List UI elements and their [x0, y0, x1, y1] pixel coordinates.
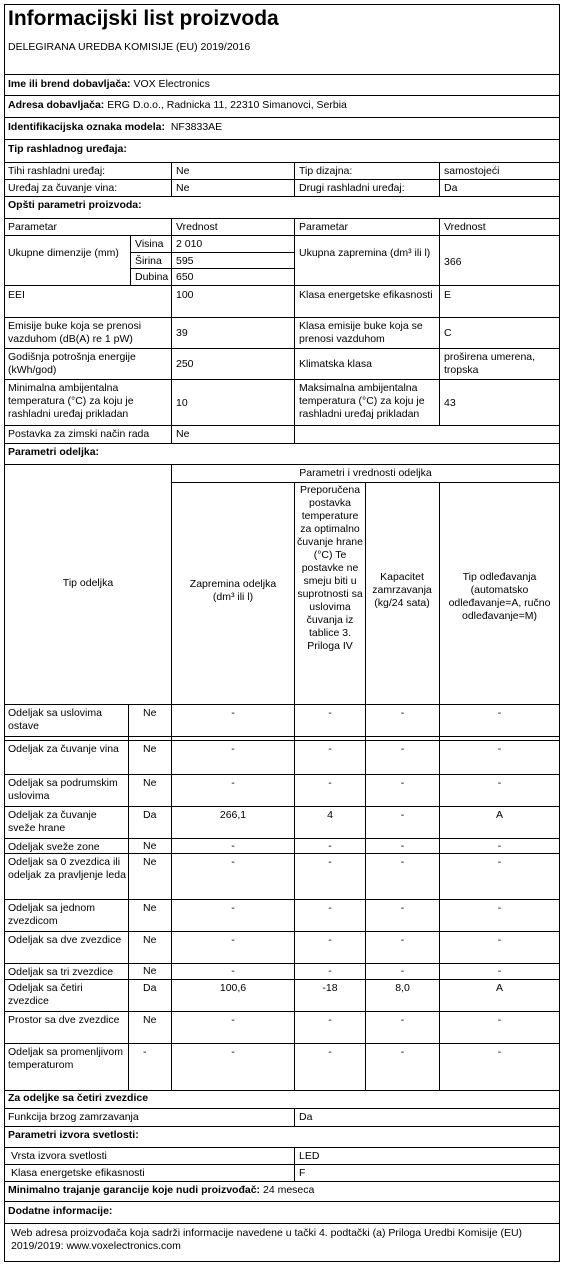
divider — [4, 899, 560, 900]
compartment-freeze: - — [400, 840, 405, 852]
compartment-temp: - — [328, 934, 332, 946]
divider — [365, 482, 366, 1090]
additional-info-heading: Dodatne informacije: — [8, 1205, 113, 1217]
light-class-label: Klasa energetske efikasnosti — [11, 1167, 145, 1179]
param-column-header: Parametar — [299, 221, 349, 233]
compartment-present: Da — [143, 982, 157, 994]
compartment-temp: - — [328, 707, 332, 719]
divider — [294, 162, 295, 196]
compartment-defrost: - — [497, 965, 502, 977]
divider — [128, 704, 129, 1090]
compartment-freeze: - — [400, 965, 405, 977]
compartment-volume: - — [231, 965, 235, 977]
compartment-freeze: - — [400, 902, 405, 914]
light-class-value: F — [299, 1167, 306, 1179]
supplier-address-row — [8, 99, 347, 112]
supplier-name-label: Ime ili brend dobavljača: — [8, 78, 131, 90]
frame-bottom-border — [4, 1261, 560, 1262]
compartment-temp: - — [328, 1046, 332, 1058]
divider — [4, 1147, 560, 1148]
compartment-defrost: - — [497, 902, 502, 914]
divider — [4, 74, 560, 75]
compartment-freeze: - — [400, 809, 405, 821]
light-type-value: LED — [299, 1150, 320, 1162]
divider — [130, 235, 131, 285]
warranty-row — [8, 1184, 314, 1197]
supplier-name-value: VOX Electronics — [133, 78, 210, 90]
compartment-name: Odeljak sa tri zvezdice — [8, 966, 114, 978]
compartment-defrost: - — [497, 1014, 502, 1026]
divider — [4, 838, 560, 839]
divider — [4, 1201, 560, 1202]
compartment-freeze: 8,0 — [395, 982, 410, 994]
divider — [4, 348, 560, 349]
climate-class-value: proširena umerena, tropska — [444, 351, 536, 376]
compartment-volume: - — [231, 902, 235, 914]
width-label: Širina — [135, 255, 162, 267]
noise-emission-label: Emisije buke koja se prenosi vazduhom (dB(A) re 1 pW) — [8, 320, 142, 345]
frame-top-border — [4, 4, 560, 5]
compartment-freeze: - — [400, 856, 405, 868]
divider — [4, 1108, 560, 1109]
compartment-temp: - — [328, 777, 332, 789]
depth-label: Dubina — [135, 271, 169, 283]
compartment-freeze: - — [400, 1014, 405, 1026]
compartment-volume: - — [231, 840, 235, 852]
design-type-label: Tip dizajna: — [299, 165, 353, 177]
fast-freeze-value: Da — [299, 1111, 313, 1123]
fast-freeze-label: Funkcija brzog zamrzavanja — [8, 1111, 139, 1123]
document-title: Informacijski list proizvoda — [8, 7, 279, 30]
model-id-row — [8, 121, 222, 134]
compartment-volume: - — [231, 1014, 235, 1026]
model-id-value: NF3833AE — [170, 121, 223, 133]
supplier-name-row — [8, 78, 210, 91]
warranty-value: 24 meseca — [262, 1184, 315, 1196]
compartment-defrost: - — [497, 1046, 502, 1058]
divider — [4, 740, 560, 741]
divider — [4, 464, 560, 465]
divider — [4, 1181, 560, 1182]
compartment-name: Odeljak sa podrumskim uslovima — [8, 777, 118, 802]
compartment-name: Odeljak za čuvanje vina — [8, 743, 119, 755]
compartment-present: Ne — [143, 856, 157, 868]
compartment-name: Odeljak sa jednom zvezdicom — [8, 902, 95, 927]
compartment-volume: - — [231, 856, 235, 868]
divider — [439, 218, 440, 425]
divider — [171, 218, 172, 443]
compartment-freeze: - — [400, 743, 405, 755]
divider — [294, 218, 295, 443]
defrost-type-header: Tip odleđavanja (automatsko odleđavanje=A, ručno odleđavanje=M) — [448, 571, 551, 622]
quiet-appliance-label: Tihi rashladni uređaj: — [8, 165, 106, 177]
climate-class-label: Klimatska klasa — [299, 358, 372, 370]
depth-value: 650 — [176, 271, 194, 283]
param-column-header: Parametar — [8, 221, 58, 233]
max-ambient-temp-value: 43 — [444, 397, 456, 409]
divider — [439, 162, 440, 196]
compartment-present: Ne — [143, 1014, 157, 1026]
compartment-volume-header: Zapremina odeljka (dm³ ili l) — [189, 578, 277, 603]
supplier-address-value: ERG D.o.o., Radnicka 11, 22310 Simanovci, Serbia — [107, 99, 347, 111]
light-type-label: Vrsta izvora svetlosti — [11, 1150, 107, 1162]
compartment-name: Prostor sa dve zvezdice — [8, 1014, 120, 1026]
compartment-group-header: Parametri i vrednosti odeljka — [299, 467, 432, 479]
compartment-defrost: - — [497, 743, 502, 755]
min-ambient-temp-label: Minimalna ambijentalna temperatura (°C) za koju je rashladni uređaj prikladan — [8, 382, 134, 420]
compartment-volume: 266,1 — [219, 809, 247, 821]
min-ambient-temp-value: 10 — [176, 397, 188, 409]
noise-class-value: C — [444, 327, 452, 339]
compartment-temp: - — [328, 840, 332, 852]
compartment-defrost: A — [495, 809, 503, 821]
divider — [4, 218, 560, 219]
compartment-volume: - — [231, 707, 235, 719]
compartment-freeze: - — [400, 777, 405, 789]
compartment-defrost: - — [497, 777, 502, 789]
divider — [4, 963, 560, 964]
light-source-heading: Parametri izvora svetlosti: — [8, 1129, 139, 1141]
total-volume-label: Ukupna zapremina (dm³ ili l) — [299, 247, 431, 259]
frame-right-border — [559, 4, 560, 1262]
compartment-temp: 4 — [327, 809, 333, 821]
compartment-volume: - — [231, 777, 235, 789]
noise-emission-value: 39 — [176, 327, 188, 339]
quiet-appliance-value: Ne — [176, 165, 190, 177]
height-value: 2 010 — [176, 238, 203, 250]
compartment-temp: - — [328, 743, 332, 755]
divider — [4, 736, 560, 737]
compartment-present: Ne — [143, 707, 157, 719]
additional-info-text: Web adresa proizvođača koja sadrži informacije navedene u tački 4. podtački (a) Priloga Uredbi Komisije (EU) 2019/2019: www.voxelectronics.com — [11, 1227, 523, 1252]
wine-storage-value: Ne — [176, 182, 190, 194]
divider — [4, 117, 560, 118]
divider — [4, 806, 560, 807]
dimensions-label: Ukupne dimenzije (mm) — [8, 247, 119, 259]
warranty-label: Minimalno trajanje garancije koje nudi proizvođač: — [8, 1184, 261, 1196]
compartment-type-header: Tip odeljka — [62, 577, 114, 589]
noise-class-label: Klasa emisije buke koja se prenosi vazduhom — [299, 320, 423, 345]
divider — [4, 1223, 560, 1224]
compartment-defrost: - — [497, 707, 502, 719]
divider — [4, 179, 560, 180]
divider — [4, 235, 560, 236]
general-params-heading: Opšti parametri proizvoda: — [8, 199, 142, 211]
recommended-temp-header: Preporučena postavka temperature za optimalno čuvanje hrane (°C) Te postavke ne smeju biti u suprotnosti sa uslovima čuvanja iz tablice 3. Priloga IV — [297, 484, 363, 652]
divider — [4, 443, 560, 444]
supplier-address-label: Adresa dobavljača: — [8, 99, 105, 111]
divider — [4, 425, 560, 426]
compartment-present: Ne — [143, 934, 157, 946]
divider — [171, 464, 172, 1090]
value-column-header: Vrednost — [176, 221, 218, 233]
document-subtitle: DELEGIRANA UREDBA KOMISIJE (EU) 2019/2016 — [8, 41, 251, 53]
compartment-temp: - — [328, 902, 332, 914]
compartment-temp: -18 — [322, 982, 338, 994]
compartment-name: Odeljak sveže zone — [8, 841, 100, 853]
annual-energy-value: 250 — [176, 358, 194, 370]
divider — [4, 196, 560, 197]
energy-class-value: E — [444, 289, 452, 301]
divider — [4, 1090, 560, 1091]
divider — [130, 252, 294, 253]
model-id-label: Identifikacijska oznaka modela: — [8, 121, 165, 133]
divider — [294, 1108, 295, 1126]
energy-class-label: Klasa energetske efikasnosti — [299, 289, 433, 301]
divider — [4, 931, 560, 932]
winter-mode-label: Postavka za zimski način rada — [8, 428, 150, 440]
compartment-present: Da — [143, 809, 157, 821]
compartment-present: - — [143, 1046, 147, 1058]
compartment-name: Odeljak sa četiri zvezdice — [8, 982, 83, 1007]
divider — [4, 1164, 560, 1165]
frame-left-border — [4, 4, 5, 1262]
compartment-name: Odeljak za čuvanje sveže hrane — [8, 809, 97, 834]
compartment-temp: - — [328, 965, 332, 977]
divider — [439, 482, 440, 1090]
compartment-name: Odeljak sa promenljivom temperaturom — [8, 1046, 123, 1071]
other-appliance-value: Da — [444, 182, 458, 194]
divider — [294, 1147, 295, 1181]
divider — [4, 704, 560, 705]
divider — [4, 317, 560, 318]
compartment-temp: - — [328, 856, 332, 868]
appliance-type-heading: Tip rashladnog uređaja: — [8, 143, 127, 155]
compartment-freeze: - — [400, 934, 405, 946]
compartment-volume: - — [231, 934, 235, 946]
other-appliance-label: Drugi rashladni uređaj: — [299, 182, 405, 194]
divider — [4, 1043, 560, 1044]
freezing-capacity-header: Kapacitet zamrzavanja (kg/24 sata) — [372, 571, 432, 609]
max-ambient-temp-label: Maksimalna ambijentalna temperatura (°C) za koju je rashladni uređaj prikladan — [299, 382, 425, 420]
divider — [4, 162, 560, 163]
eei-value: 100 — [176, 289, 194, 301]
design-type-value: samostojeći — [444, 165, 500, 177]
height-label: Visina — [135, 238, 164, 250]
compartment-defrost: - — [497, 934, 502, 946]
divider — [4, 95, 560, 96]
compartment-present: Ne — [143, 840, 157, 852]
divider — [171, 162, 172, 196]
total-volume-value: 366 — [444, 256, 462, 268]
compartment-volume: - — [231, 1046, 235, 1058]
divider — [4, 285, 560, 286]
wine-storage-label: Uređaj za čuvanje vina: — [8, 182, 118, 194]
compartment-volume: - — [231, 743, 235, 755]
compartment-present: Ne — [143, 743, 157, 755]
divider — [294, 482, 295, 1090]
compartment-name: Odeljak sa uslovima ostave — [8, 707, 102, 732]
compartment-present: Ne — [143, 777, 157, 789]
divider — [4, 139, 560, 140]
compartment-params-heading: Parametri odeljka: — [8, 446, 100, 458]
divider — [4, 1011, 560, 1012]
compartment-name: Odeljak sa 0 zvezdica ili odeljak za pravljenje leda — [8, 856, 126, 881]
compartment-defrost: - — [497, 840, 502, 852]
divider — [130, 268, 294, 269]
compartment-name: Odeljak sa dve zvezdice — [8, 934, 122, 946]
divider — [4, 774, 560, 775]
compartment-temp: - — [328, 1014, 332, 1026]
compartment-present: Ne — [143, 965, 157, 977]
four-star-heading: Za odeljke sa četiri zvezdice — [8, 1092, 149, 1104]
compartment-volume: 100,6 — [219, 982, 247, 994]
winter-mode-value: Ne — [176, 428, 190, 440]
divider — [4, 379, 560, 380]
divider — [4, 1126, 560, 1127]
compartment-freeze: - — [400, 707, 405, 719]
value-column-header: Vrednost — [444, 221, 486, 233]
compartment-defrost: A — [495, 982, 503, 994]
compartment-present: Ne — [143, 902, 157, 914]
annual-energy-label: Godišnja potrošnja energije (kWh/god) — [8, 351, 136, 376]
width-value: 595 — [176, 255, 194, 267]
eei-label: EEI — [8, 289, 25, 301]
compartment-freeze: - — [400, 1046, 405, 1058]
divider — [4, 979, 560, 980]
compartment-defrost: - — [497, 856, 502, 868]
